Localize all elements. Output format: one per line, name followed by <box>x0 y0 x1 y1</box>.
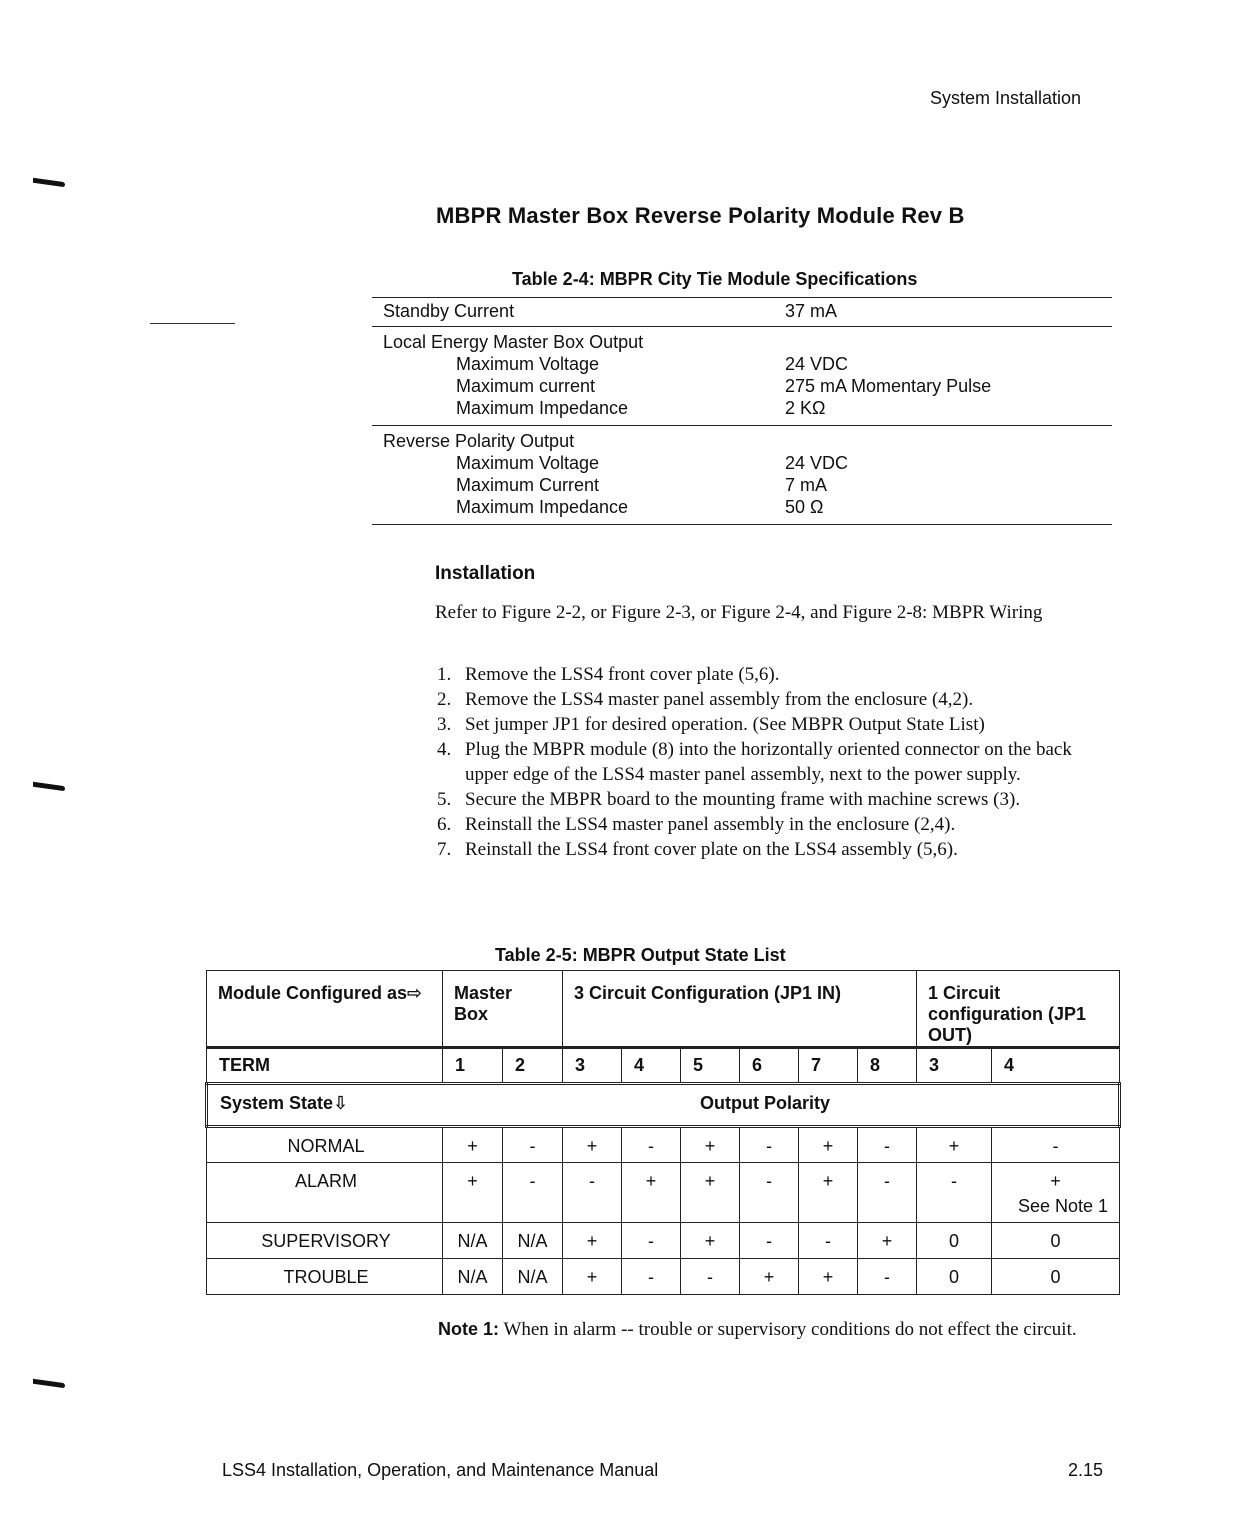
spec-label: Reverse Polarity Output <box>383 431 575 451</box>
state-name-cell <box>207 1223 443 1259</box>
term-cell: 8 <box>858 1048 917 1084</box>
polarity-cell <box>992 1127 1120 1163</box>
polarity-cell <box>681 1223 740 1259</box>
polarity-cell <box>740 1163 799 1223</box>
polarity-value: 0 <box>1050 1231 1061 1251</box>
note-text: When in alarm -- trouble or supervisory conditions do not effect the circuit. <box>503 1319 1077 1340</box>
output-state-table <box>205 970 1118 1295</box>
state-name-cell <box>207 1163 443 1223</box>
polarity-value: - <box>1052 1136 1059 1156</box>
step-number: 3. <box>437 714 452 735</box>
polarity-cell <box>503 1163 563 1223</box>
installation-step <box>437 687 1105 712</box>
term-cell: 3 <box>563 1048 622 1084</box>
polarity-cell <box>503 1259 563 1295</box>
polarity-value: + <box>948 1136 960 1156</box>
scan-mark <box>33 178 65 187</box>
scan-mark <box>33 782 65 791</box>
polarity-cell <box>443 1127 503 1163</box>
spec-label: Maximum Voltage <box>456 453 600 473</box>
system-state-band <box>207 1084 1120 1127</box>
term-cell: 4 <box>992 1048 1120 1084</box>
polarity-value: 0 <box>949 1231 960 1251</box>
spec-value: 37 mA <box>785 301 838 321</box>
polarity-value: + <box>586 1267 598 1287</box>
spec-label: Standby Current <box>383 301 515 321</box>
state-name: TROUBLE <box>283 1267 369 1287</box>
polarity-value: - <box>766 1171 772 1191</box>
term-cell: 1 <box>443 1048 503 1084</box>
installation-heading: Installation <box>435 563 536 584</box>
step-text: Plug the MBPR module (8) into the horizontally oriented connector on the back upper edge of the LSS4 master panel assembly, next to the power supply. <box>465 739 1072 785</box>
polarity-value: + <box>1050 1171 1061 1191</box>
polarity-cell <box>503 1127 563 1163</box>
polarity-cell <box>799 1127 858 1163</box>
polarity-cell <box>799 1163 858 1223</box>
polarity-value: N/A <box>457 1231 488 1251</box>
step-text: Reinstall the LSS4 master panel assembly in the enclosure (2,4). <box>465 814 956 835</box>
state-name: ALARM <box>294 1171 357 1191</box>
polarity-cell <box>443 1163 503 1223</box>
polarity-value: - <box>884 1136 891 1156</box>
polarity-value: - <box>648 1136 654 1156</box>
three-circuit-header: 3 Circuit Configuration (JP1 IN) <box>563 971 917 1048</box>
spec-label: Maximum Current <box>456 475 600 495</box>
step-number: 6. <box>437 814 452 835</box>
installation-intro: Refer to Figure 2-2, or Figure 2-3, or Figure 2-4, and Figure 2-8: MBPR Wiring <box>435 602 1043 623</box>
spec-value <box>785 331 1112 353</box>
note-1 <box>438 1316 1108 1343</box>
spec-group <box>372 426 1112 524</box>
polarity-cell <box>681 1127 740 1163</box>
term-cell: 5 <box>681 1048 740 1084</box>
polarity-cell <box>563 1127 622 1163</box>
step-text: Remove the LSS4 front cover plate (5,6). <box>465 664 780 685</box>
term-cell: 6 <box>740 1048 799 1084</box>
state-name: SUPERVISORY <box>261 1231 391 1251</box>
polarity-cell <box>622 1127 681 1163</box>
spec-label: Maximum current <box>456 376 596 396</box>
polarity-cell <box>858 1163 917 1223</box>
page-number: 2.15 <box>1068 1460 1104 1480</box>
polarity-value: + <box>586 1231 598 1251</box>
polarity-cell <box>858 1127 917 1163</box>
polarity-cell <box>992 1259 1120 1295</box>
polarity-value: + <box>763 1267 775 1287</box>
spec-table-caption: Table 2-4: MBPR City Tie Module Specifications <box>512 269 918 289</box>
state-name: NORMAL <box>287 1136 365 1156</box>
output-table-caption: Table 2-5: MBPR Output State List <box>495 945 786 965</box>
installation-step <box>437 737 1105 787</box>
polarity-value: - <box>648 1231 654 1251</box>
polarity-cell <box>799 1223 858 1259</box>
step-number: 5. <box>437 789 452 810</box>
page-title: MBPR Master Box Reverse Polarity Module Rev B <box>436 203 965 228</box>
polarity-value: - <box>529 1171 536 1191</box>
polarity-cell <box>740 1223 799 1259</box>
scan-mark <box>33 1379 65 1388</box>
polarity-cell <box>622 1259 681 1295</box>
polarity-value: - <box>529 1136 536 1156</box>
step-number: 1. <box>437 664 452 685</box>
polarity-value: + <box>704 1231 716 1251</box>
spec-value <box>785 430 1112 452</box>
running-header: System Installation <box>930 88 1082 108</box>
polarity-value: + <box>822 1267 834 1287</box>
state-row <box>207 1259 1120 1295</box>
polarity-value: + <box>704 1136 716 1156</box>
polarity-cell <box>992 1223 1120 1259</box>
spec-value: 24 VDC <box>785 453 849 473</box>
polarity-cell <box>681 1259 740 1295</box>
installation-step <box>437 787 1105 812</box>
state-name-cell <box>207 1127 443 1163</box>
term-row <box>207 1048 1120 1084</box>
polarity-value: + <box>645 1171 657 1191</box>
polarity-value: + <box>881 1231 893 1251</box>
polarity-value: - <box>589 1171 595 1191</box>
polarity-cell <box>563 1223 622 1259</box>
module-configured-header: Module Configured as⇨ <box>207 971 443 1048</box>
step-text: Remove the LSS4 master panel assembly from the enclosure (4,2). <box>465 689 974 710</box>
state-row <box>207 1223 1120 1259</box>
state-name-cell <box>207 1259 443 1295</box>
spec-value: 2 KΩ <box>785 398 826 418</box>
polarity-value: + <box>586 1136 598 1156</box>
polarity-cell <box>443 1259 503 1295</box>
polarity-value: - <box>951 1171 958 1191</box>
term-cell: 2 <box>503 1048 563 1084</box>
output-table-header <box>207 971 1120 1048</box>
spec-label: Maximum Impedance <box>456 398 629 418</box>
step-number: 4. <box>437 739 452 760</box>
polarity-cell <box>443 1223 503 1259</box>
spec-value: 24 VDC <box>785 354 849 374</box>
step-text: Set jumper JP1 for desired operation. (See MBPR Output State List) <box>465 714 985 735</box>
spec-group <box>372 327 1112 425</box>
polarity-value: + <box>704 1171 716 1191</box>
master-box-header: Master Box <box>443 971 563 1048</box>
footer-manual-title: LSS4 Installation, Operation, and Maintenance Manual <box>222 1460 659 1480</box>
term-cell: 3 <box>917 1048 992 1084</box>
polarity-cell <box>917 1223 992 1259</box>
spec-row <box>372 397 1112 419</box>
polarity-cell <box>622 1223 681 1259</box>
polarity-cell <box>858 1259 917 1295</box>
system-state-label: System State⇩ <box>220 1093 349 1113</box>
polarity-value: - <box>707 1267 713 1287</box>
polarity-cell <box>563 1163 622 1223</box>
polarity-cell <box>858 1223 917 1259</box>
polarity-value: - <box>766 1231 772 1251</box>
polarity-cell <box>799 1259 858 1295</box>
see-note-label: See Note 1 <box>1017 1196 1109 1216</box>
spec-rule <box>372 524 1112 525</box>
spec-row <box>372 300 1112 322</box>
installation-step <box>437 662 1105 687</box>
polarity-value: - <box>825 1231 831 1251</box>
polarity-value: - <box>648 1267 654 1287</box>
polarity-cell <box>740 1127 799 1163</box>
spec-value: 50 Ω <box>785 497 824 517</box>
spec-row <box>372 375 1112 397</box>
polarity-cell <box>917 1127 992 1163</box>
spec-row <box>372 331 1112 353</box>
spec-label: Local Energy Master Box Output <box>383 332 644 352</box>
polarity-value: - <box>766 1136 772 1156</box>
state-row <box>207 1127 1120 1163</box>
spec-value: 275 mA Momentary Pulse <box>785 376 992 396</box>
polarity-value: + <box>822 1136 834 1156</box>
polarity-value: - <box>884 1267 891 1287</box>
spec-row <box>372 430 1112 452</box>
polarity-value: + <box>467 1171 478 1191</box>
term-cell: 4 <box>622 1048 681 1084</box>
polarity-value: - <box>884 1171 891 1191</box>
polarity-cell <box>622 1163 681 1223</box>
step-number: 2. <box>437 689 452 710</box>
step-text: Reinstall the LSS4 front cover plate on the LSS4 assembly (5,6). <box>465 839 958 860</box>
scan-line <box>150 323 235 324</box>
spec-table <box>372 297 1112 525</box>
note-label: Note 1: <box>438 1319 500 1339</box>
spec-label: Maximum Voltage <box>456 354 600 374</box>
polarity-cell <box>917 1259 992 1295</box>
polarity-value: + <box>822 1171 834 1191</box>
polarity-cell <box>681 1163 740 1223</box>
polarity-cell <box>740 1259 799 1295</box>
installation-step <box>437 712 1105 737</box>
step-number: 7. <box>437 839 452 860</box>
spec-label: Maximum Impedance <box>456 497 629 517</box>
spec-row <box>372 474 1112 496</box>
polarity-value: N/A <box>517 1267 548 1287</box>
state-row <box>207 1163 1120 1223</box>
installation-step <box>437 812 1105 837</box>
polarity-value: + <box>467 1136 478 1156</box>
term-label: TERM <box>207 1048 443 1084</box>
polarity-value: N/A <box>517 1231 548 1251</box>
polarity-value: N/A <box>457 1267 488 1287</box>
installation-steps <box>437 662 1105 862</box>
spec-group <box>372 298 1112 326</box>
spec-row <box>372 353 1112 375</box>
polarity-value: 0 <box>1050 1267 1061 1287</box>
polarity-value: 0 <box>949 1267 960 1287</box>
polarity-cell <box>503 1223 563 1259</box>
term-cell: 7 <box>799 1048 858 1084</box>
output-polarity-label: Output Polarity <box>700 1093 830 1113</box>
polarity-cell <box>992 1163 1120 1223</box>
step-text: Secure the MBPR board to the mounting frame with machine screws (3). <box>465 789 1021 810</box>
spec-row <box>372 452 1112 474</box>
spec-value: 7 mA <box>785 475 828 495</box>
spec-row <box>372 496 1112 518</box>
installation-step <box>437 837 1105 862</box>
polarity-cell <box>563 1259 622 1295</box>
polarity-cell <box>917 1163 992 1223</box>
one-circuit-header: 1 Circuit configuration (JP1 OUT) <box>917 971 1120 1048</box>
